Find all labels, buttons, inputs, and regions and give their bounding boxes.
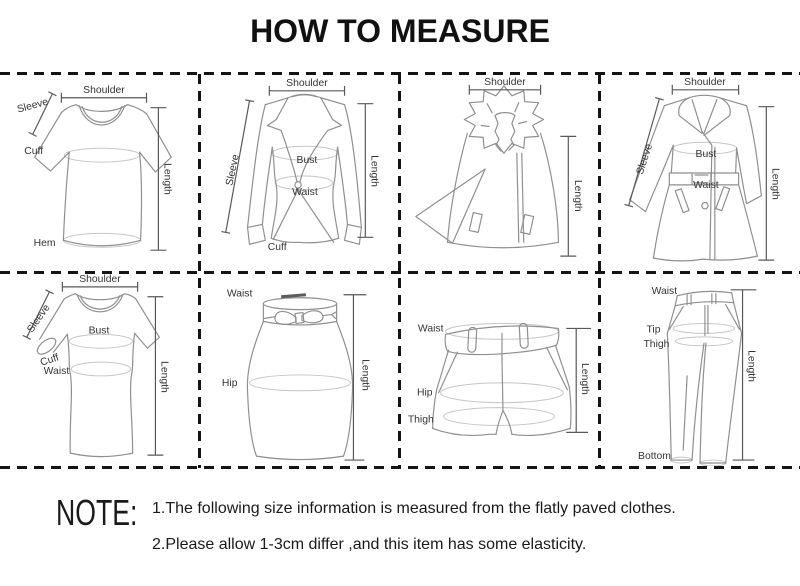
blazer-cuff-label: Cuff	[267, 242, 287, 254]
dress-diagram	[0, 272, 198, 466]
blazer-shoulder-label: Shoulder	[286, 77, 328, 89]
t-shirt-measure-lines	[29, 92, 167, 250]
note-section	[0, 470, 800, 586]
t-shirt-cuff-label: Cuff	[24, 146, 44, 158]
blazer-outline	[248, 94, 362, 244]
pants-waist-label: Waist	[651, 285, 678, 297]
t-shirt-hem-label: Hem	[33, 238, 56, 250]
shorts-length-label: Length	[579, 363, 591, 395]
blazer-length-label: Length	[368, 155, 380, 187]
skirt-waist-label: Waist	[226, 288, 253, 300]
shorts-hip-label: Hip	[416, 387, 433, 399]
shorts-outline	[433, 323, 571, 435]
cell-fur-coat	[400, 74, 598, 270]
trench-bust-label: Bust	[695, 149, 717, 161]
note-label: NOTE:	[56, 492, 138, 533]
cell-shorts	[400, 272, 598, 466]
cell-skirt	[200, 272, 398, 466]
pants-diagram	[600, 272, 798, 466]
cell-dress	[0, 272, 198, 466]
fur-coat-outline	[416, 133, 559, 247]
pants-bottom-label: Bottom	[638, 451, 671, 463]
skirt-hip-label: Hip	[221, 377, 238, 389]
blazer-sleeve-label: Sleeve	[224, 153, 242, 187]
pants-length-label: Length	[745, 350, 757, 382]
blazer-bust-label: Bust	[296, 155, 318, 167]
fur-coat-measure-lines	[469, 85, 576, 256]
fur-coat-length-label: Length	[572, 179, 584, 212]
trench-waist-label: Waist	[693, 179, 719, 191]
dress-shoulder-label: Shoulder	[79, 273, 121, 285]
trench-shoulder-label: Shoulder	[684, 76, 726, 88]
dress-cuff-label: Cuff	[38, 352, 61, 369]
cell-blazer	[200, 74, 398, 270]
cell-pants	[600, 272, 798, 466]
fur-collar	[464, 86, 543, 153]
trench-length-label: Length	[769, 168, 781, 200]
note-line-1: 1.The following size information is measured from the flatly paved clothes.	[152, 500, 676, 517]
shorts-thigh-label: Thigh	[407, 414, 434, 426]
skirt-length-label: Length	[359, 359, 371, 391]
dress-waist-label: Waist	[43, 365, 70, 377]
measure-grid	[0, 72, 800, 470]
cell-t-shirt	[0, 74, 198, 270]
trench-coat-outline	[630, 95, 762, 261]
t-shirt-shoulder-label: Shoulder	[83, 84, 125, 96]
t-shirt-diagram	[0, 74, 198, 270]
fur-coat-diagram	[400, 74, 598, 270]
blazer-diagram	[200, 74, 398, 270]
cell-trench-coat	[600, 74, 798, 270]
pants-outline	[667, 291, 741, 466]
dress-sleeve-label: Sleeve	[25, 302, 53, 335]
skirt-diagram	[200, 272, 398, 466]
trench-coat-diagram	[600, 74, 798, 270]
page-title: HOW TO MEASURE	[250, 13, 550, 49]
pants-tip-label: Tip	[646, 324, 661, 336]
skirt-outline	[247, 295, 352, 460]
shorts-diagram	[400, 272, 598, 466]
dress-bust-label: Bust	[88, 325, 110, 337]
t-shirt-length-label: Length	[161, 163, 173, 195]
blazer-waist-label: Waist	[292, 186, 318, 198]
t-shirt-sleeve-label: Sleeve	[16, 96, 50, 116]
fur-coat-shoulder-label: Shoulder	[484, 76, 526, 88]
shorts-waist-label: Waist	[417, 323, 444, 335]
t-shirt-outline	[35, 105, 172, 248]
pants-thigh-label: Thigh	[643, 339, 670, 351]
trench-sleeve-label: Sleeve	[634, 142, 656, 177]
dress-length-label: Length	[158, 361, 170, 393]
note-line-2: 2.Please allow 1-3cm differ ,and this item has some elasticity.	[152, 536, 587, 553]
